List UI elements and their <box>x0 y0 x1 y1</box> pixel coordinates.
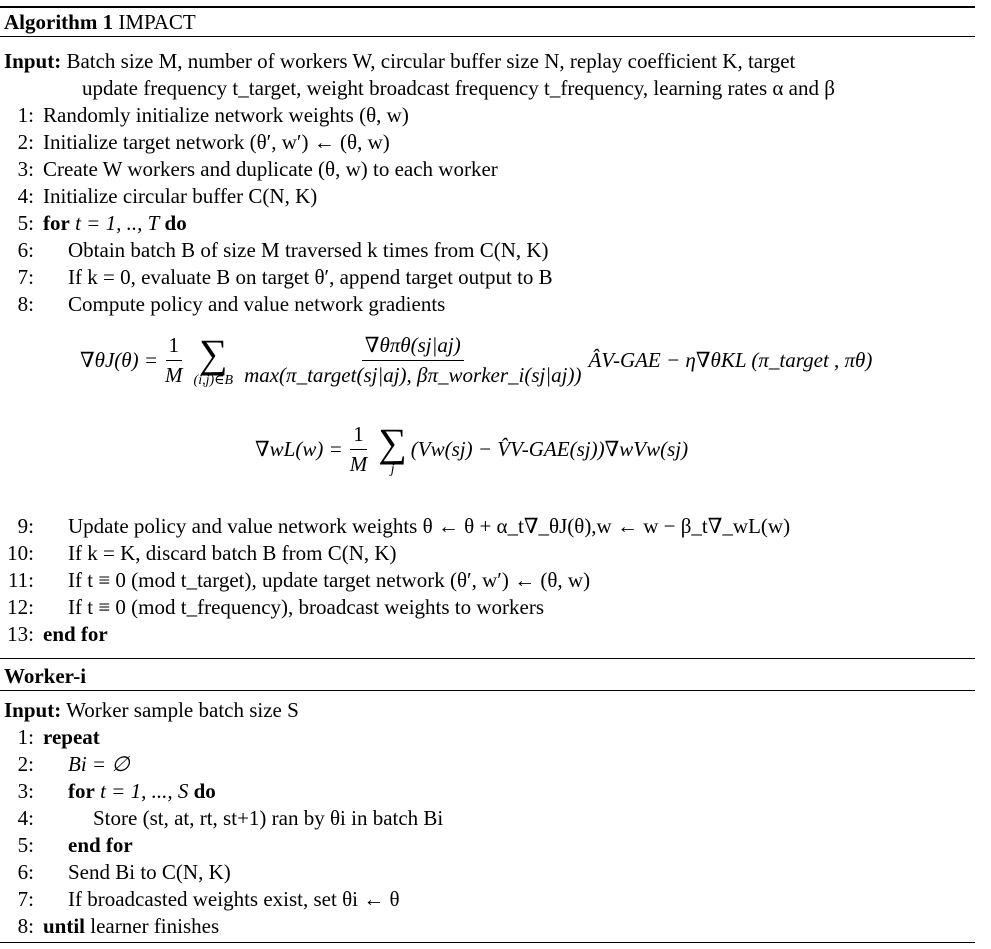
learner-step-8: 8: Compute policy and value network gradients <box>17 292 446 316</box>
keyword-for: for <box>43 211 70 235</box>
worker-title: Worker-i <box>4 664 87 688</box>
keyword-do: do <box>193 779 216 803</box>
worker-step-7: 7: If broadcasted weights exist, set θi ← θ <box>17 887 400 911</box>
worker-step-2: 2: Bi = ∅ <box>17 752 130 776</box>
eq2-lhs: ∇wL(w) = <box>255 437 343 461</box>
learner-step-3: 3: Create W workers and duplicate (θ, w) to each worker <box>17 157 498 181</box>
worker-step-8: 8: until learner finishes <box>17 914 220 938</box>
eq2-fraction: $\frac{1}{M}$ <box>349 422 368 476</box>
keyword-end-for: end for <box>68 833 133 857</box>
learner-step-7: 7: If k = 0, evaluate B on target θ′, append target output to B <box>17 265 553 289</box>
learner-input-cont <box>82 75 835 101</box>
value-gradient-equation <box>255 419 689 477</box>
worker-input-label: Input: <box>4 698 62 722</box>
worker-step-1: 1: repeat <box>17 725 100 749</box>
learner-input-line2: update frequency t_target, weight broadcast frequency t_frequency, learning rates α and β <box>82 76 835 100</box>
eq1-lhs: ∇θJ(θ) = <box>80 348 159 372</box>
learner-step-13: 13: end for <box>7 622 108 646</box>
policy-gradient-equation <box>80 330 873 388</box>
input-label: Input: <box>4 49 62 73</box>
worker-step-3: 3: for t = 1, ..., S do <box>17 779 216 803</box>
algorithm-label: Algorithm 1 <box>4 10 114 34</box>
keyword-do: do <box>164 211 187 235</box>
learner-step-11: 11: If t ≡ 0 (mod t_target), update target network (θ′, w′) ← (θ, w) <box>7 568 591 592</box>
keyword-repeat: repeat <box>43 725 100 749</box>
worker-step-6: 6: Send Bi to C(N, K) <box>17 860 231 884</box>
eq2-tail: (Vw(sj) − V̂V-GAE(sj))∇wVw(sj) <box>410 437 689 461</box>
keyword-end-for: end for <box>43 622 108 646</box>
worker-step-5: 5: end for <box>17 833 133 857</box>
learner-step-5: 5: for t = 1, .., T do <box>17 211 187 235</box>
learner-step-10: 10: If k = K, discard batch B from C(N, K) <box>7 541 397 565</box>
keyword-until: until <box>43 914 86 938</box>
learner-input <box>4 48 795 74</box>
eq2-sum: ∑ j <box>378 419 407 477</box>
eq1-sum: ∑ (i,j)∈B <box>193 330 234 388</box>
learner-step-12: 12: If t ≡ 0 (mod t_frequency), broadcast weights to workers <box>7 595 545 619</box>
learner-input-line1: Batch size M, number of workers W, circular buffer size N, replay coefficient K, target <box>66 49 796 73</box>
keyword-for: for <box>68 779 95 803</box>
bottom-rule <box>0 942 975 943</box>
worker-step-4: 4: Store (st, at, rt, st+1) ran by θi in batch Bi <box>17 806 444 830</box>
learner-step-6: 6: Obtain batch B of size M traversed k times from C(N, K) <box>17 238 549 262</box>
learner-end-rule <box>0 658 975 659</box>
eq1-tail: ÂV-GAE − η∇θKL (π_target , πθ) <box>588 348 873 372</box>
learner-step-4: 4: Initialize circular buffer C(N, K) <box>17 184 318 208</box>
eq1-fraction: $\frac{1}{M}$ <box>165 333 183 387</box>
top-rule <box>0 6 975 8</box>
worker-title-rule <box>0 690 975 691</box>
learner-step-9: 9: Update policy and value network weights θ ← θ + α_t∇_θJ(θ),w ← w − β_t∇_wL(w) <box>17 514 791 538</box>
algorithm-header <box>4 9 196 35</box>
worker-input: Input: Worker sample batch size S <box>4 698 299 722</box>
algorithm-name: IMPACT <box>118 10 196 34</box>
learner-step-1: 1: Randomly initialize network weights (θ, w) <box>17 103 409 127</box>
header-rule <box>0 36 975 37</box>
learner-step-2: 2: Initialize target network (θ′, w′) ← (θ, w) <box>17 130 390 154</box>
eq1-ratio: $\frac{\text{∇θπθ(sj|aj)}}{\text{max(π\_target(sj|aj), βπ\_worker\_i(sj|aj))}}$ <box>244 333 582 387</box>
